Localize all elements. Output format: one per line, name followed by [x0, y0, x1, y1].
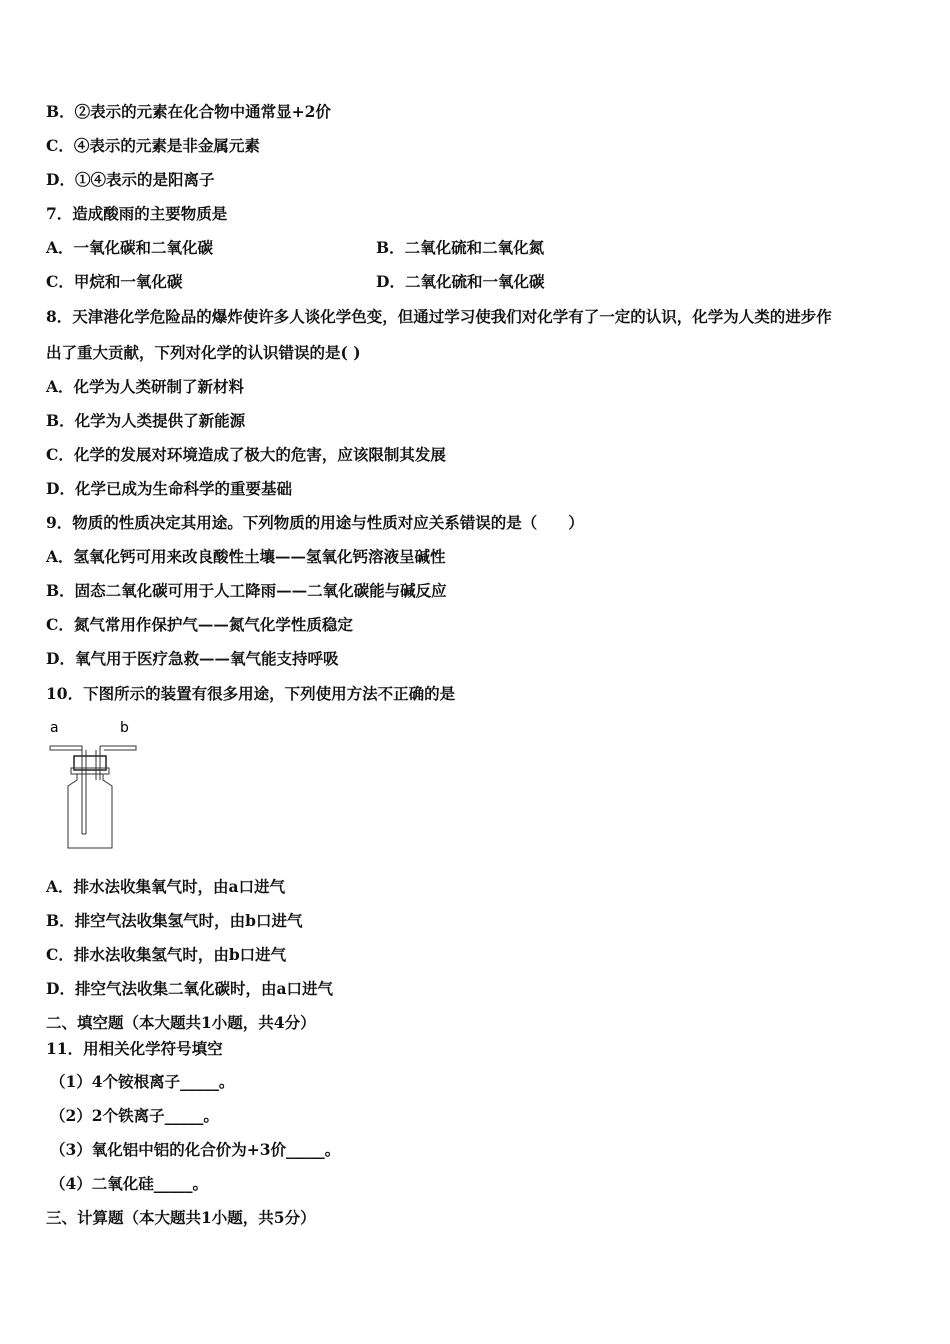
q7-option-a: A．一氧化碳和二氧化碳: [46, 238, 214, 257]
q7-option-b: B．二氧化硫和二氧化氮: [376, 238, 545, 257]
q7-option-c: C．甲烷和一氧化碳: [46, 272, 183, 291]
q11-item-4: （4）二氧化硅_____。: [50, 1174, 209, 1193]
tube-label-b: b: [120, 720, 129, 736]
section-2-heading: 二、填空题（本大题共1小题，共4分）: [46, 1013, 316, 1032]
q6-option-b: B．②表示的元素在化合物中通常显+2价: [46, 102, 331, 121]
q11-item-3: （3）氧化铝中铝的化合价为+3价_____。: [50, 1140, 341, 1159]
q11-stem: 11．用相关化学符号填空: [46, 1039, 223, 1058]
q7-option-d: D．二氧化硫和一氧化碳: [376, 272, 545, 291]
q10-option-d: D．排空气法收集二氧化碳时，由a口进气: [46, 979, 333, 998]
q8-option-b: B．化学为人类提供了新能源: [46, 411, 246, 430]
q7-stem: 7．造成酸雨的主要物质是: [46, 204, 228, 223]
q10-stem: 10．下图所示的装置有很多用途，下列使用方法不正确的是: [46, 684, 456, 703]
q9-option-b: B．固态二氧化碳可用于人工降雨——二氧化碳能与碱反应: [46, 581, 447, 600]
q9-stem: 9．物质的性质决定其用途。下列物质的用途与性质对应关系错误的是（ ）: [46, 513, 584, 532]
q9-option-c: C．氮气常用作保护气——氮气化学性质稳定: [46, 615, 353, 634]
q10-option-a: A．排水法收集氧气时，由a口进气: [46, 877, 286, 896]
q8-option-a: A．化学为人类研制了新材料: [46, 377, 245, 396]
gas-washing-bottle-figure: [44, 716, 144, 856]
q8-stem-line1: 8．天津港化学危险品的爆炸使许多人谈化学色变，但通过学习使我们对化学有了一定的认识，化学为人类的进步作: [46, 307, 832, 326]
tube-label-a: a: [50, 720, 59, 736]
q6-option-d: D．①④表示的是阳离子: [46, 170, 215, 189]
section-3-heading: 三、计算题（本大题共1小题，共5分）: [46, 1208, 316, 1227]
q8-stem-line2: 出了重大贡献，下列对化学的认识错误的是( ): [46, 343, 361, 362]
q10-option-c: C．排水法收集氢气时，由b口进气: [46, 945, 287, 964]
q8-option-c: C．化学的发展对环境造成了极大的危害，应该限制其发展: [46, 445, 446, 464]
q6-option-c: C．④表示的元素是非金属元素: [46, 136, 260, 155]
q9-option-d: D．氧气用于医疗急救——氧气能支持呼吸: [46, 649, 339, 668]
q9-option-a: A．氢氧化钙可用来改良酸性土壤——氢氧化钙溶液呈碱性: [46, 547, 446, 566]
q11-item-1: （1）4个铵根离子_____。: [50, 1072, 235, 1091]
q8-option-d: D．化学已成为生命科学的重要基础: [46, 479, 292, 498]
q11-item-2: （2）2个铁离子_____。: [50, 1106, 219, 1125]
q10-option-b: B．排空气法收集氢气时，由b口进气: [46, 911, 303, 930]
